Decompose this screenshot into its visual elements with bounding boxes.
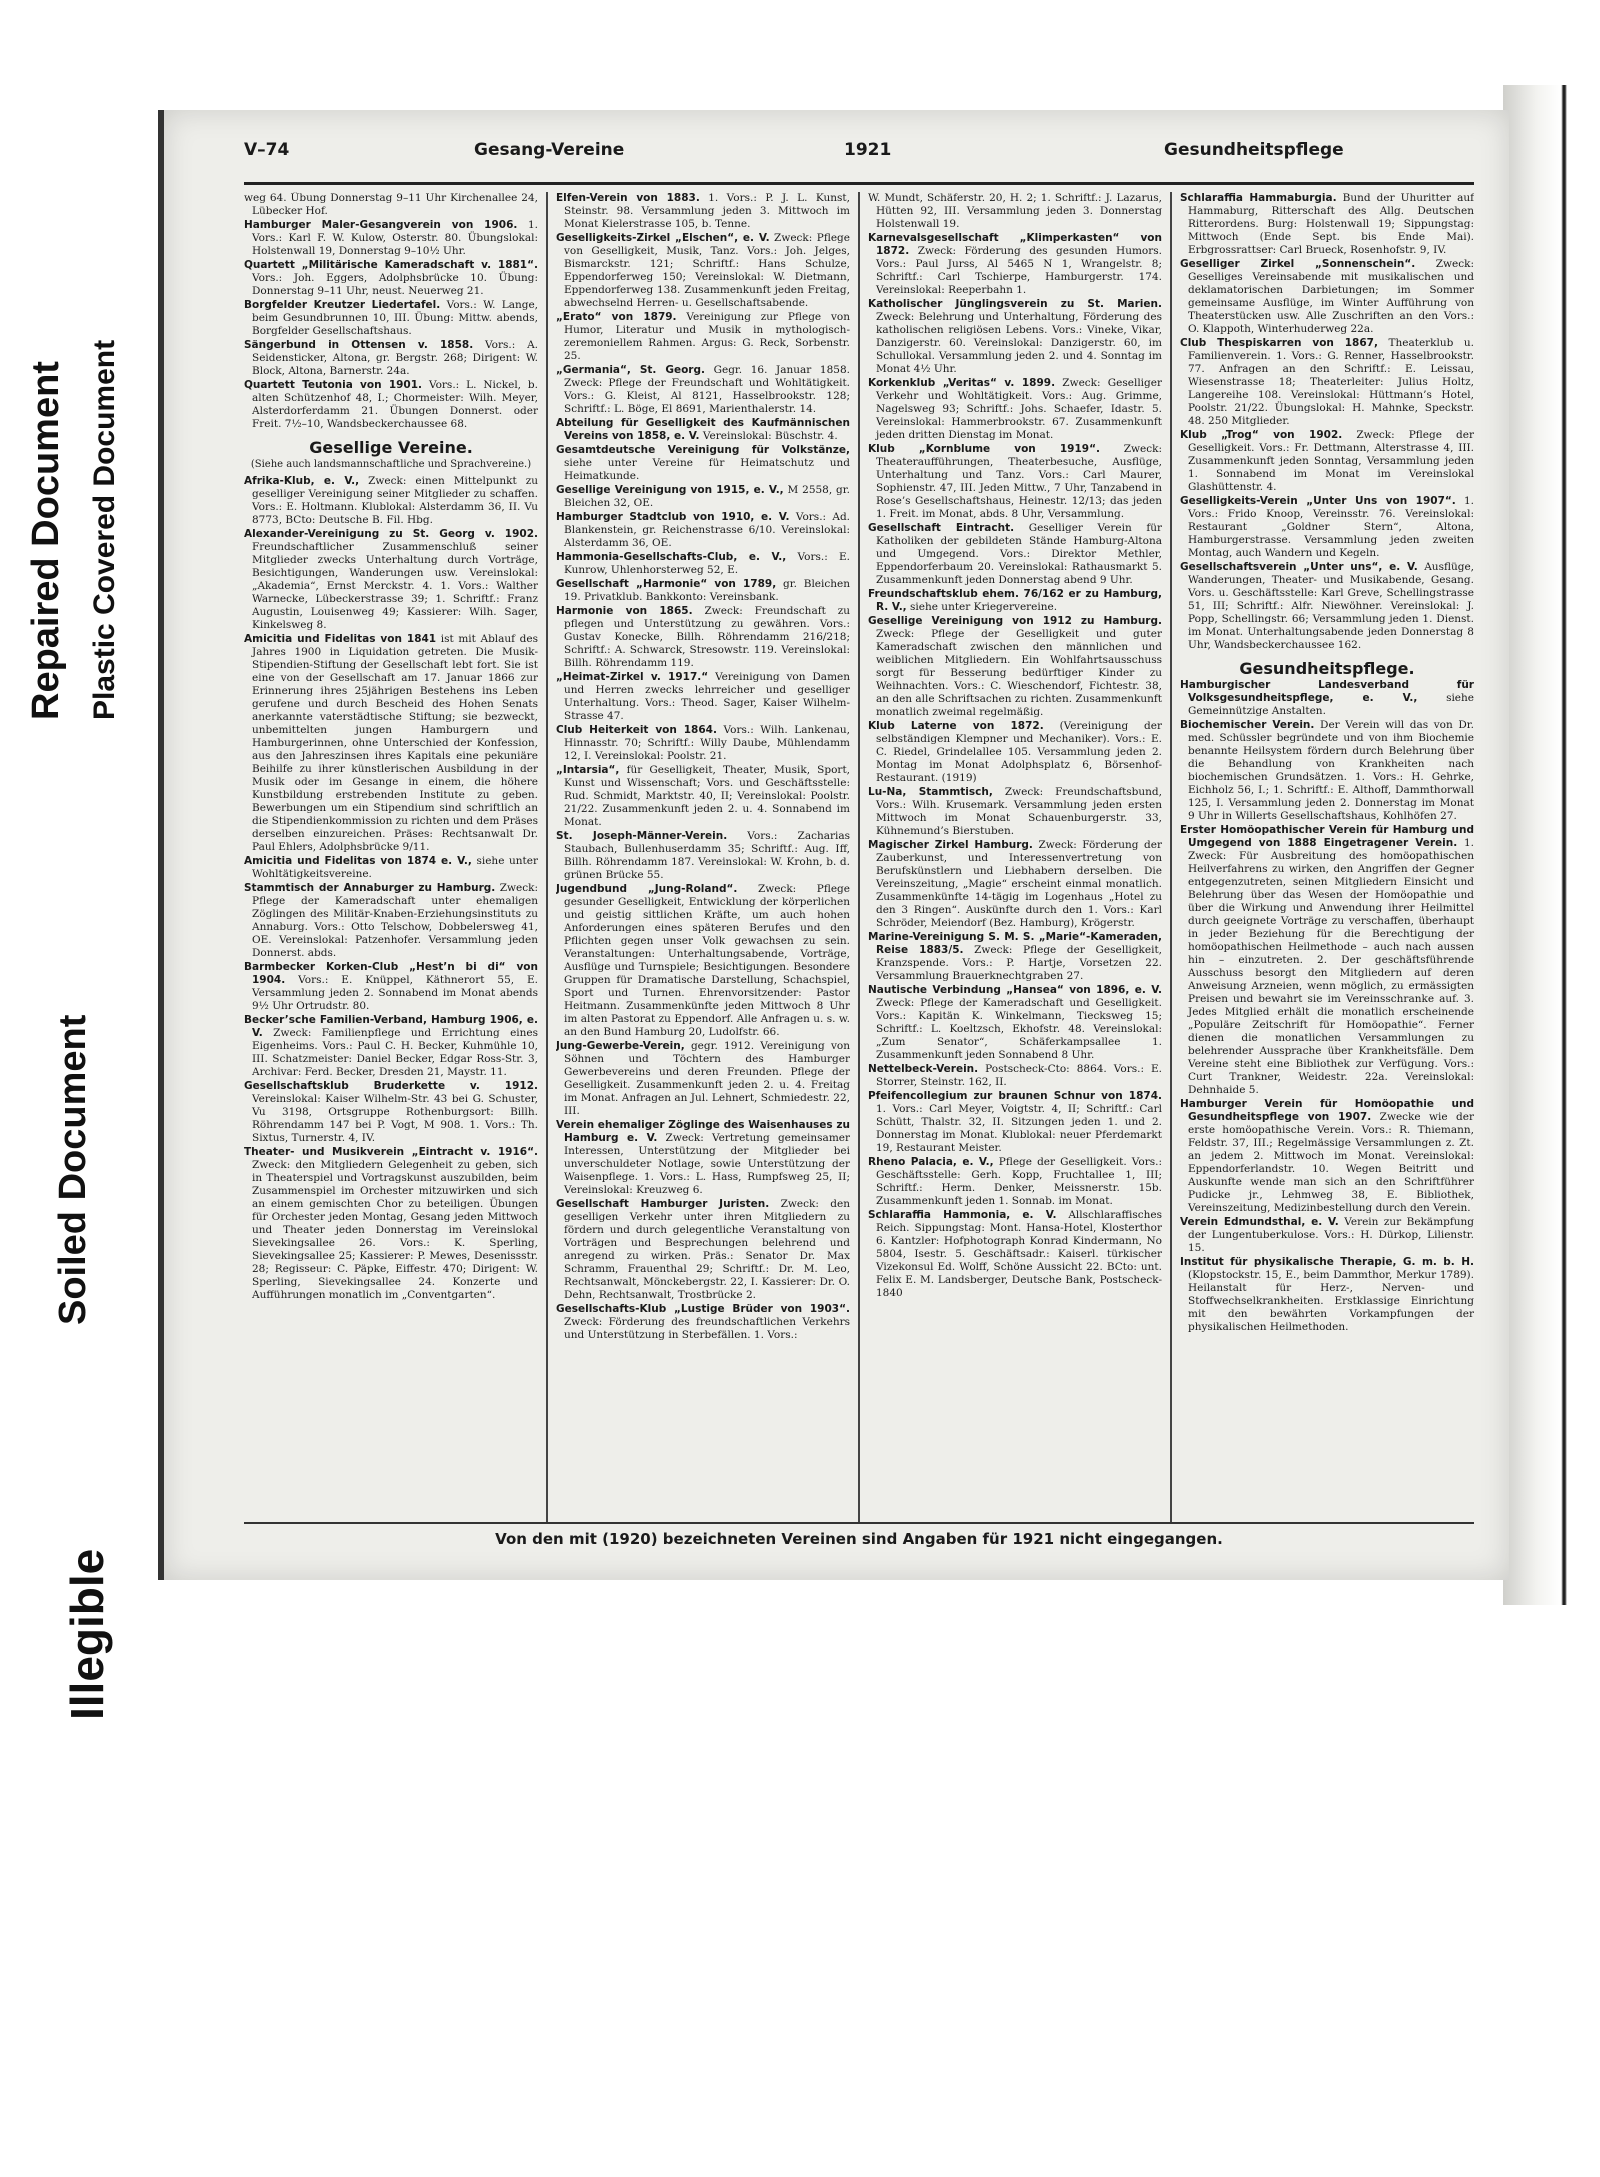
entry [244, 528, 538, 632]
entry-text: Geselliger Verein für Katholiken der gebildeten Stände Hamburg-Altona und Umgegend. Vors.: Direktor Methler, Eppendorferbaum 20. Vereinslokal: Rathausmarkt 5. Zusammenkunft jeden Donnerstag abend 9 Uhr. [876, 522, 1162, 586]
entry [1180, 337, 1474, 428]
entry-name: Hammonia-Gesellschafts-Club, e. V., [556, 551, 787, 563]
document-page [158, 110, 1509, 1580]
entry-text: 1. Vors.: Frido Knoop, Vereinsstr. 76. Vereinslokal: Restaurant „Goldner Stern“, Altona, Hamburgerstrasse. Versammlung jeden zweiten Montag, auch Wandern und Kegeln. [1188, 495, 1474, 559]
entry-name: Gesellige Vereinigung von 1912 zu Hamburg. [868, 615, 1162, 627]
section-subtitle: (Siehe auch landsmannschaftliche und Sprachvereine.) [250, 459, 532, 470]
entry [244, 1080, 538, 1145]
entry-text: Vors.: L. Nickel, b. alten Schützenhof 48, I.; Chormeister: Wilh. Meyer, Alsterdorferdamm 21. Übungen Donnerst. oder Freit. 7½–10, Wandsbeckerchaussee 68. [252, 379, 538, 430]
entry-text: Zweck: Freundschaft zu pflegen und Unterstützung zu gewähren. Vors.: Gustav Konecke, Billh. Röhrendamm 216/218; Schriftf.: A. Schwarck, Stresowstr. 119. Vereinslokal: Billh. Röhrendamm 119. [564, 605, 850, 669]
entry-text: ist mit Ablauf des Jahres 1900 in Liquidation getreten. Die Musik-Stipendien-Stiftung der Gesellschaft lebt fort. Sie ist eine von der Gesellschaft am 17. Januar 1866 zur Erinnerung ihres 25jährigen Bestehens ins Leben gerufene und durch Bescheid des Hohen Senats anerkannte vaterstädtische Stiftung; sie bezweckt, unbemittelten jungen Hamburgern und Hamburgerinnen, ohne Unterschied der Konfession, aus den Jahreszinsen ihres Kapitals eine pekuniäre Beihilfe zu ihrer künstlerischen Ausbildung in der Musik oder im Gesange in einem, die höhere Kunstbildung erstrebenden Institute zu geben. Bewerbungen um ein Stipendium sind schriftlich an die Stipendienkommission zu richten und dem Präses derselben einzureichen. Präses: Rechtsanwalt Dr. Paul Ehlers, Adolphsbrücke 9/11. [252, 633, 538, 853]
entry-text: gegr. 1912. Vereinigung von Söhnen und Töchtern des Hamburger Gewerbevereins und deren Freunden. Pflege der Geselligkeit. Zusammenkunft jeden 2. u. 4. Freitag im Monat. Anfragen an Jul. Lehnert, Schmiedestr. 22, III. [564, 1040, 850, 1117]
column-divider [858, 192, 860, 1522]
entry [244, 339, 538, 378]
entry [556, 511, 850, 550]
entry-name: Geselliger Zirkel „Sonnenschein“. [1180, 258, 1416, 270]
entry-text: Zweck: den Mitgliedern Gelegenheit zu geben, sich in Theaterspiel und Vortragskunst auszubilden, beim Zusammenspiel im Orchester mitzuwirken und sich an einem gemischten Chor zu beteiligen. Übungen für Orchester jeden Montag, Gesang jeden Mittwoch und Theater jeden Donnerstag im Vereinslokal Sievekingsallee 26. Vors.: K. Sperling, Sievekingsallee 25; Kassierer: P. Mewes, Desenissstr. 28; Regisseur: C. Päpke, Eiffestr. 470; Dirigent: W. Sperling, Sievekingsallee 24. Konzerte und Aufführungen monatlich im „Conventgarten“. [252, 1159, 538, 1301]
entry-text: Zweck: Pflege gesunder Geselligkeit, Entwicklung der körperlichen und geistig sittlichen Kräfte, um auch hohen Anforderungen eines späteren Berufes und den Pflichten gegen unser Volk gewachsen zu sein. Veranstaltungen: Unterhaltungsabende, Vorträge, Ausflüge und Turnspiele; Besichtigungen. Besondere Gruppen für Dramatische Darstellung, Schachspiel, Sport und Turnen. Ehrenvorsitzender: Pastor Heitmann. Zusammenkünfte jeden Mittwoch 8 Uhr im alten Pastorat zu Eppendorf. Alle Anfragen u. s. w. an den Bund Hamburg 20, Ludolfstr. 66. [564, 883, 850, 1038]
entry [556, 551, 850, 577]
entry-text: Ausflüge, Wanderungen, Theater- und Musikabende, Gesang. Vors. u. Geschäftsstelle: Karl Greve, Schellingstrasse 51, III; Schriftf.: Alfr. Niewöhner. Vereinslokal: J. Popp, Schellingstr. 66; Versammlung jeden 1. Dienst. im Monat. Unterhaltungsabende jeden Donnerstag 8 Uhr, Wandsbeckerchaussee 162. [1188, 561, 1474, 651]
entry-text: Zweck: Geselliges Vereinsabende mit musikalischen und deklamatorischen Darbietungen; im Sommer gemeinsame Ausflüge, im Winter Aufführung von Theaterstücken usw. Alle Zuschriften an den Vors.: O. Klappoth, Winterhuderweg 22a. [1188, 258, 1474, 335]
entry-name: „Erato“ von 1879. [556, 311, 677, 323]
entry [868, 1156, 1162, 1208]
entry-text: Pflege der Geselligkeit. Vors.: Geschäftsstelle: Gerh. Kopp, Fruchtallee 1, III; Schriftf.: Herm. Denker, Meissnerstr. 15b. Zusammenkunft jeden 1. Sonnab. im Monat. [876, 1156, 1162, 1207]
entry-name: Gesellschaftsverein „Unter uns“, e. V. [1180, 561, 1418, 573]
entry-name: Hamburger Maler-Gesangverein von 1906. [244, 219, 518, 231]
entry-text: weg 64. Übung Donnerstag 9–11 Uhr Kirchenallee 24, Lübecker Hof. [244, 192, 538, 217]
entry-name: Amicitia und Fidelitas von 1874 e. V., [244, 855, 472, 867]
entry-name: Korkenklub „Veritas“ v. 1899. [868, 377, 1056, 389]
entry [868, 443, 1162, 521]
entry-name: Freundschaftsklub ehem. 76/162 er zu Hamburg, R. V., [868, 588, 1162, 613]
entry-name: Hamburger Verein für Homöopathie und Gesundheitspflege von 1907. [1180, 1098, 1474, 1123]
entry-name: Klub „Kornblume von 1919“. [868, 443, 1100, 455]
entry [868, 786, 1162, 838]
entry [556, 192, 850, 231]
entry [868, 931, 1162, 983]
entry [244, 882, 538, 960]
entry-text: Zweck: einen Mittelpunkt zu geselliger Vereinigung seiner Mitglieder zu schaffen. Vors.: E. Holtmann. Klublokal: Alsterdamm 36, II. Vu 8773, BCto: Deutsche B. Fil. Hbg. [252, 475, 538, 526]
entry-text: gr. Bleichen 19. Privatklub. Bankkonto: Vereinsbank. [564, 578, 850, 603]
entry-name: Biochemischer Verein. [1180, 719, 1315, 731]
entry-text: Theaterklub u. Familienverein. 1. Vors.: G. Renner, Hasselbrookstr. 77. Anfragen an den Schriftf.: E. Leissau, Wiesenstrasse 18; Theaterleiter: Julius Holtz, Langereihe 108. Vereinslokal: Hüttmann’s Hotel, Poolstr. 21/22. Übungslokal: H. Mahnke, Speckstr. 48. 250 Mitglieder. [1188, 337, 1474, 427]
entry-name: Verein ehemaliger Zöglinge des Waisenhauses zu Hamburg e. V. [556, 1119, 850, 1144]
entry-text: siehe unter Wohltätigkeitsvereine. [252, 855, 538, 880]
entry-text: Vors.: Wilh. Lankenau, Hinnasstr. 70; Schriftf.: Willy Daube, Mühlendamm 12, I. Vereinslokal: Poolstr. 21. [564, 724, 850, 762]
entry [556, 830, 850, 882]
entry-text: Zweck: Pflege von Geselligkeit, Musik, Tanz. Vors.: Joh. Jelges, Bismarckstr. 121; Schriftf.: Hans Schulze, Eppendorferweg 150; Vereinslokal: W. Dietmann, Eppendorferweg 138. Zusammenkunft jeden Freitag, abwechselnd Herren- u. Gesellschaftsabende. [564, 232, 850, 309]
entry-text: Zweck: Pflege der Kameradschaft und Geselligkeit. Vors.: Kapitän K. Winkelmann, Tiecksweg 15; Schriftf.: L. Koeltzsch, Ekhofstr. 48. Vereinslokal: „Zum Senator“, Schäferkampsallee 1. Zusammenkunft jeden Sonnabend 8 Uhr. [876, 997, 1162, 1061]
entry [556, 311, 850, 363]
entry [1180, 495, 1474, 560]
entry-name: Nautische Verbindung „Hansea“ von 1896, e. V. [868, 984, 1162, 996]
entry-text: Zweck: Pflege der Geselligkeit und guter Kameradschaft zwischen den männlichen und weiblichen Mitgliedern. Ein Wohlfahrtsausschuss sorgt für Besserung bedürftiger Kinder zu Weihnachten. Vors.: C. Wieschendorf, Fichtestr. 38, an den alle Schriftsachen zu richten. Zusammenkunft monatlich zweimal regelmäßig. [876, 628, 1162, 718]
entry-name: Becker’sche Familien-Verband, Hamburg 1906, e. V. [244, 1014, 538, 1039]
entry [868, 192, 1162, 231]
entry-text: Vereinigung von Damen und Herren zwecks lehrreicher und geselliger Unterhaltung. Vors.: Theod. Sager, Kaiser Wilhelm-Strasse 47. [564, 671, 850, 722]
entry-name: Gesellschaft „Harmonie“ von 1789, [556, 578, 777, 590]
entry-text: Der Verein will das von Dr. med. Schüssler begründete und von ihm Biochemie benannte Heilsystem fördern durch Belehrung über die Behandlung von Krankheiten nach biochemischen Grundsätzen. 1. Vors.: H. Gehrke, Eichholz 56, I.; 1. Schriftf.: E. Althoff, Dammthorwall 125, I. Versammlung jeden 2. Donnerstag im Monat 9 Uhr in Willerts Gesellschaftshaus, Kohlhöfen 27. [1188, 719, 1474, 822]
entry [1180, 1216, 1474, 1255]
entry-text: W. Mundt, Schäferstr. 20, H. 2; 1. Schriftf.: J. Lazarus, Hütten 92, III. Versammlung jeden 3. Donnerstag Holstenwall 19. [868, 192, 1162, 230]
entry-text: (Klopstockstr. 15, E., beim Dammthor, Merkur 1789). Heilanstalt für Herz-, Nerven- und Stoffwechselkrankheiten. Erstklassige Einrichtung mit den bewährten Vorkampfungen der physikalischen Heilmethoden. [1188, 1269, 1474, 1333]
entry-name: Verein Edmundsthal, e. V. [1180, 1216, 1339, 1228]
entry [1180, 1256, 1474, 1334]
entry-name: Nettelbeck-Verein. [868, 1063, 979, 1075]
entry-text: Zweck: Vertretung gemeinsamer Interessen, Unterstützung der Mitglieder bei unverschuldeter Notlage, sowie Unterstützung der Waisenpflege. 1. Vors.: L. Hass, Rumpfsweg 25, II; Vereinslokal: Kreuzweg 6. [564, 1132, 850, 1196]
year: 1921 [844, 140, 892, 160]
entry-name: Gesellschaft Eintracht. [868, 522, 1015, 534]
column-1 [244, 192, 538, 1522]
entry-name: Klub „Trog“ von 1902. [1180, 429, 1343, 441]
column-4 [1180, 192, 1474, 1522]
topic-title: Gesundheitspflege [1164, 140, 1344, 160]
entry-name: Schlaraffia Hammonia, e. V. [868, 1209, 1057, 1221]
entry [556, 444, 850, 483]
entry-name: Magischer Zirkel Hamburg. [868, 839, 1033, 851]
entry-name: Theater- und Musikverein „Eintracht v. 1916“. [244, 1146, 538, 1158]
entry-name: Club Heiterkeit von 1864. [556, 724, 717, 736]
entry-text: Zweck: Theateraufführungen, Theaterbesuche, Ausflüge, Unterhaltung und Tanz. Vors.: Carl Maurer, Sophienstr. 47, III. Jeden Mittw., 7 Uhr, Tanzabend in Rose’s Gesellschaftshaus, Heinestr. 12/13; das jeden 1. Freit. im Monat, abds. 8 Uhr, Versammlung. [876, 443, 1162, 520]
entry-name: Hamburger Stadtclub von 1910, e. V. [556, 511, 790, 523]
entry-text: siehe Gemeinnützige Anstalten. [1188, 692, 1474, 717]
entry-text: Zweck: Pflege der Geselligkeit, Kranzspende. Vors.: P. Hartje, Vorsetzen 22. Versammlung Brauerknechtgraben 27. [876, 944, 1162, 982]
entry-name: Marine-Vereinigung S. M. S. „Marie“-Kameraden, Reise 1883/5. [868, 931, 1162, 956]
entry [244, 192, 538, 218]
entry [868, 615, 1162, 719]
entry [244, 961, 538, 1013]
entry [556, 232, 850, 310]
entry [868, 232, 1162, 297]
entry-text: Zweck: Förderung des freundschaftlichen Verkehrs und Unterstützung in Sterbefällen. 1. Vors.: [564, 1316, 850, 1341]
entry-name: Club Thespiskarren von 1867, [1180, 337, 1378, 349]
entry-text: siehe unter Vereine für Heimatschutz und Heimatkunde. [564, 457, 850, 482]
entry-name: Elfen-Verein von 1883. [556, 192, 700, 204]
annotation-sidebar [0, 0, 158, 2177]
entry-name: Quartett Teutonia von 1901. [244, 379, 423, 391]
entry-text: Allschlaraffisches Reich. Sippungstag: Mont. Hansa-Hotel, Klosterthor 6. Kantzler: Hofphotograph Konrad Kindermann, No 5804, Isestr. 5. Geschäftsadr.: Kaiserl. türkischer Vizekonsul Ed. Wolff, Schöne Aussicht 22. BCto: unt. Felix E. M. Landsberger, Deutsche Bank, Postscheck- 1840 [876, 1209, 1162, 1299]
page-header [244, 140, 1474, 170]
label-illegible: Illegible [61, 1548, 113, 1720]
entry [868, 984, 1162, 1062]
entry-text: Zweck: Pflege der Kameradschaft unter ehemaligen Zöglingen des Militär-Knaben-Erziehungsinstituts zu Annaburg. Vors.: Otto Telschow, Dobbelersweg 41, OE. Vereinslokal: Patzenhofer. Versammlung jeden Donnerst. abds. [252, 882, 538, 959]
column-divider [1170, 192, 1172, 1522]
entry [1180, 1098, 1474, 1215]
entry-name: Lu-Na, Stammtisch, [868, 786, 993, 798]
entry-name: Afrika-Klub, e. V., [244, 475, 360, 487]
entry [244, 379, 538, 431]
entry-name: Stammtisch der Annaburger zu Hamburg. [244, 882, 496, 894]
entry-text: Zweck: Freundschaftsbund, Vors.: Wilh. Krusemark. Versammlung jeden ersten Mittwoch im Monat Schauenburgerstr. 33, Kühnemund’s Bierstuben. [876, 786, 1162, 837]
entry [556, 578, 850, 604]
entry-text: Zweck: Förderung der Zauberkunst, und Interessenvertretung von Berufskünstlern und Liebhabern derselben. Die Vereinszeitung, „Magie“ erscheint einmal monatlich. Zusammenkünfte 14-tägig im Logenhaus „Hotel zu den 3 Ringen“. Auskünfte durch den 1. Vors.: Karl Schröder, Meiendorf (Bez. Hamburg), Krögerstr. [876, 839, 1162, 929]
entry-name: „Germania“, St. Georg. [556, 364, 705, 376]
entry [868, 298, 1162, 376]
entry-name: Katholischer Jünglingsverein zu St. Marien. [868, 298, 1162, 310]
entry-name: Gesamtdeutsche Vereinigung für Volkstänze, [556, 444, 850, 456]
entry-text: 1. Zweck: Für Ausbreitung des homöopathischen Heilverfahrens zu wirken, den Angriffen der Gegner entgegenzutreten, seinen Mitgliedern Einsicht und Belehrung über das Wesen der Homöopathie und über die Wirkung und Anwendung ihrer Heilmittel durch geeignete Vorträge zu verschaffen, überhaupt in jeder Beziehung für die Berechtigung der homöopathischen Heilmethode – auch nach aussen hin – einzutreten. 2. Der geschäftsführende Ausschuss besorgt den Mitgliedern auf deren Anweisung Arzneien, wenn möglich, zu ermässigten Preisen und bewahrt sie im Vereinsschranke auf. 3. Jedes Mitglied erhält die monatlich erscheinende „Populäre Zeitschrift für Homöopathie“. Ferner dienen die monatlichen Versammlungen zu belehrender Aussprache über Krankheitsfälle. Dem Vereine steht eine Bibliothek zur Verfügung. Vors.: Curt Trankner, Weidestr. 22a. Vereinslokal: Dehnhaide 5. [1188, 837, 1474, 1096]
entry-name: Gesellschafts-Klub „Lustige Brüder von 1903“. [556, 1303, 850, 1315]
page-number: V–74 [244, 140, 290, 160]
scan-edge [1503, 85, 1600, 1605]
entry-name: Amicitia und Fidelitas von 1841 [244, 633, 437, 645]
entry-text: Vors.: W. Lange, beim Gesundbrunnen 10, III. Übung: Mittw. abends, Borgfelder Gesellschaftshaus. [252, 299, 538, 337]
entry-name: Klub Laterne von 1872. [868, 720, 1044, 732]
entry [244, 1146, 538, 1302]
footer-rule [244, 1522, 1474, 1524]
entry [556, 484, 850, 510]
entry-name: Quartett „Militärische Kameradschaft v. 1881“. [244, 259, 538, 271]
label-plastic-covered-document: Plastic Covered Document [88, 339, 121, 720]
entry [556, 605, 850, 670]
entry [556, 1119, 850, 1197]
entry-name: „Heimat-Zirkel v. 1917.“ [556, 671, 709, 683]
entry [244, 1014, 538, 1079]
entry-name: Geselligkeits-Zirkel „Elschen“, e. V. [556, 232, 770, 244]
entry-text: 1. Vors.: Karl F. W. Kulow, Osterstr. 80. Übungslokal: Holstenwall 19, Donnerstag 9–10½ Uhr. [252, 219, 538, 257]
entry [556, 364, 850, 416]
entry-name: Hamburgischer Landesverband für Volksgesundheitspflege, e. V., [1180, 679, 1474, 704]
entry [1180, 679, 1474, 718]
entry-name: Karnevalsgesellschaft „Klimperkasten“ von 1872. [868, 232, 1162, 257]
entry-name: Gesellschaftsklub Bruderkette v. 1912. [244, 1080, 538, 1092]
entry-text: Vors.: Zacharias Staubach, Bullenhuserdamm 35; Schriftf.: Aug. Iff, Billh. Röhrendamm 187. Vereinslokal: W. Krohn, b. d. grünen Brücke 55. [564, 830, 850, 881]
entry [868, 588, 1162, 614]
entry [556, 764, 850, 829]
header-rule [244, 182, 1474, 185]
entry [556, 417, 850, 443]
entry [868, 1209, 1162, 1300]
entry [868, 1063, 1162, 1089]
entry [1180, 192, 1474, 257]
entry-text: 1. Vors.: P. J. L. Kunst, Steinstr. 98. Versammlung jeden 3. Mittwoch im Monat Kielerstrasse 105, b. Tenne. [564, 192, 850, 230]
entry [556, 1303, 850, 1342]
entry-name: Rheno Palacia, e. V., [868, 1156, 994, 1168]
entry-name: Barmbecker Korken-Club „Hest’n bi di“ von 1904. [244, 961, 538, 986]
entry [868, 377, 1162, 442]
entry-text: Zweck: Familienpflege und Errichtung eines Eigenheims. Vors.: Paul C. H. Becker, Kuhmühle 10, III. Schatzmeister: Daniel Becker, Edgar Ross-Str. 3, Archivar: Ferd. Becker, Dresden 21, Maystr. 11. [252, 1027, 538, 1078]
entry-name: Schlaraffia Hammaburgia. [1180, 192, 1337, 204]
entry [244, 299, 538, 338]
entry-text: M 2558, gr. Bleichen 32, OE. [564, 484, 850, 509]
entry-name: Erster Homöopathischer Verein für Hamburg und Umgegend von 1888 Eingetragener Verein. [1180, 824, 1474, 849]
entry-text: Vors.: Ad. Blankenstein, gr. Reichenstrasse 6/10. Vereinslokal: Alsterdamm 36, OE. [564, 511, 850, 549]
entry-text: Zweck: Belehrung und Unterhaltung, Förderung des katholischen religiösen Lebens. Vors.: Vineke, Vikar, Danzigerstr. 60. Vereinslokal: Danzigerstr. 60, im Schullokal. Versammlung jeden 2. und 4. Sonntag im Monat 4½ Uhr. [876, 311, 1162, 375]
entry-text: Freundschaftlicher Zusammenschluß seiner Mitglieder zwecks Unterhaltung durch Vorträge, Besichtigungen, Wanderungen usw. Vereinslokal: „Akademia“, Ernst Merckstr. 4. 1. Vors.: Walther Warnecke, Lübeckerstrasse 39; 1. Schriftf.: Franz Augustin, Louisenweg 49; Kassierer: Wilh. Sager, Kinkelsweg 8. [252, 541, 538, 631]
entry-name: „Intarsia“, [556, 764, 620, 776]
entry-text: für Geselligkeit, Theater, Musik, Sport, Kunst und Wissenschaft; Vors. und Geschäftsstelle: Rud. Schmidt, Marktstr. 40, II; Vereinslokal: Poolstr. 21/22. Zusammenkunft jeden 2. u. 4. Sonnabend im Monat. [564, 764, 850, 828]
entry-name: Abteilung für Geselligkeit des Kaufmännischen Vereins von 1858, e. V. [556, 417, 850, 442]
entry-text: Postscheck-Cto: 8864. Vors.: E. Storrer, Steinstr. 162, II. [876, 1063, 1162, 1088]
entry-text: Vors.: E. Kunrow, Uhlenhorsterweg 52, E. [564, 551, 850, 576]
entry-text: Bund der Uhuritter auf Hammaburg, Ritterschaft des Allg. Deutschen Ritterordens. Burg: Holstenwall 19; Sippungstag: Mittwoch (Ende Sept. bis Ende Mai). Erbgrossrattser: Carl Brueck, Rosenhofstr. 9, IV. [1188, 192, 1474, 256]
entry [244, 475, 538, 527]
entry [244, 219, 538, 258]
entry [244, 855, 538, 881]
section-heading: Gesellige Vereine. [309, 438, 473, 457]
entry-text: Vereinslokal: Büschstr. 4. [702, 430, 838, 442]
entry-text: Zweck: Geselliger Verkehr und Wohltätigkeit. Vors.: Aug. Grimme, Nagelsweg 93; Schriftf.: Johs. Schaefer, Idastr. 5. Vereinslokal: Hammerbrookstr. 67. Zusammenkunft jeden dritten Dienstag im Monat. [876, 377, 1162, 441]
entry-text: Gegr. 16. Januar 1858. Zweck: Pflege der Freundschaft und Wohltätigkeit. Vors.: G. Kleist, Al 8121, Hasselbrookstr. 128; Schriftf.: L. Böge, El 8691, Marienthalerstr. 14. [564, 364, 850, 415]
entry-name: Geselligkeits-Verein „Unter Uns von 1907“. [1180, 495, 1456, 507]
entry [1180, 561, 1474, 652]
entry-name: Jung-Gewerbe-Verein, [556, 1040, 685, 1052]
entry-name: Gesellige Vereinigung von 1915, e. V., [556, 484, 784, 496]
entry [1180, 258, 1474, 336]
entry [868, 839, 1162, 930]
entry-text: Zwecke wie der erste homöopathische Verein. Vors.: R. Thiemann, Feldstr. 37, III.; Regelmässige Versammlungen z. Zt. an jedem 2. Mittwoch im Monat. Vereinslokal: Eppendorferlandstr. 10. Wegen Beitritt und Auskunfte wende man sich an den Schriftführer Pudicke jr., Lehmweg 38, E. Bibliothek, Vereinszeitung, Medizinbestellung durch den Verein. [1188, 1111, 1474, 1214]
section-title: Gesang-Vereine [474, 140, 625, 160]
entry-text: siehe unter Kriegervereine. [910, 601, 1058, 613]
column-3 [868, 192, 1162, 1522]
entry [556, 1198, 850, 1302]
entry [868, 720, 1162, 785]
entry [244, 259, 538, 298]
entry [1180, 719, 1474, 823]
entry-name: Harmonie von 1865. [556, 605, 693, 617]
entry-name: Gesellschaft Hamburger Juristen. [556, 1198, 770, 1210]
entry-name: Sängerbund in Ottensen v. 1858. [244, 339, 474, 351]
entry-name: Jugendbund „Jung-Roland“. [556, 883, 738, 895]
entry [556, 724, 850, 763]
entry-name: Institut für physikalische Therapie, G. m. b. H. [1180, 1256, 1474, 1268]
entry-text: Vors.: Joh. Eggers, Adolphsbrücke 10. Übung: Donnerstag 9–11 Uhr, neust. Neuerweg 21. [252, 272, 538, 297]
entry-name: Alexander-Vereinigung zu St. Georg v. 1902. [244, 528, 538, 540]
entry [1180, 824, 1474, 1097]
label-repaired-document: Repaired Document [25, 361, 67, 720]
label-soiled-document: Soiled Document [52, 1014, 94, 1325]
entry-text: 1. Vors.: Carl Meyer, Voigtstr. 4, II; Schriftf.: Carl Schütt, Thalstr. 32, II. Sitzungen jeden 1. und 2. Donnerstag im Monat. Klublokal: neuer Pferdemarkt 19, Restaurant Meister. [876, 1103, 1162, 1154]
column-2 [556, 192, 850, 1522]
entry-name: Pfeifencollegium zur braunen Schnur von 1874. [868, 1090, 1162, 1102]
entry-text: Vors.: A. Seidensticker, Altona, gr. Bergstr. 268; Dirigent: W. Block, Altona, Barnerstr. 24a. [252, 339, 538, 377]
entry [868, 522, 1162, 587]
entry [244, 633, 538, 854]
entry-text: Zweck: Förderung des gesunden Humors. Vors.: Paul Jurss, Al 5465 N 1, Wrangelstr. 8; Schriftf.: Carl Tschierpe, Hamburgerstr. 174. Vereinslokal: Reeperbahn 1. [876, 245, 1162, 296]
entry [556, 1040, 850, 1118]
entry [556, 671, 850, 723]
entry-text: (Vereinigung der selbständigen Klempner und Mechaniker). Vors.: E. C. Riedel, Grindelallee 105. Versammlung jeden 2. Montag im Monat Adolphsplatz 6, Börsenhof-Restaurant. (1919) [876, 720, 1162, 784]
entry [556, 883, 850, 1039]
entry-text: Zweck: Pflege der Geselligkeit. Vors.: Fr. Dettmann, Alterstrasse 4, III. Zusammenkunft jeden Sonntag, Versammlung jeden 1. Sonnabend im Monat im Vereinslokal Glashüttenstr. 4. [1188, 429, 1474, 493]
page-footer: Von den mit (1920) bezeichneten Vereinen sind Angaben für 1921 nicht eingegangen. [495, 1530, 1223, 1548]
entry-text: Vereinslokal: Kaiser Wilhelm-Str. 43 bei G. Schuster, Vu 3198, Ortsgruppe Rothenburgsort: Billh. Röhrendamm 147 bei P. Vogt, M 908. 1. Vors.: Th. Sixtus, Turnerstr. 4, IV. [252, 1093, 538, 1144]
entry-name: St. Joseph-Männer-Verein. [556, 830, 728, 842]
column-divider [546, 192, 548, 1522]
entry [868, 1090, 1162, 1155]
entry-text: Zweck: den geselligen Verkehr unter ihren Mitgliedern zu fördern und durch gelegentliche Veranstaltung von Vorträgen und Besprechungen belehrend und anregend zu wirken. Präs.: Senator Dr. Max Schramm, Frauenthal 29; Schriftf.: Dr. M. Leo, Rechtsanwalt, Mönckebergstr. 22, I. Kassierer: Dr. O. Dehn, Rechtsanwalt, Trostbrücke 2. [564, 1198, 850, 1301]
entry-text: Vors.: E. Knüppel, Käthnerort 55, E. Versammlung jeden 2. Sonnabend im Monat abends 9½ Uhr Ortrudstr. 80. [252, 974, 538, 1012]
entry-text: Vereinigung zur Pflege von Humor, Literatur und Musik in mythologisch-zeremoniellem Rahmen. Argus: G. Reck, Sorbenstr. 25. [564, 311, 850, 362]
entry-name: Borgfelder Kreutzer Liedertafel. [244, 299, 441, 311]
entry [1180, 429, 1474, 494]
entry-text: Verein zur Bekämpfung der Lungentuberkulose. Vors.: H. Dürkop, Lilienstr. 15. [1188, 1216, 1474, 1254]
section-heading: Gesundheitspflege. [1239, 659, 1415, 678]
